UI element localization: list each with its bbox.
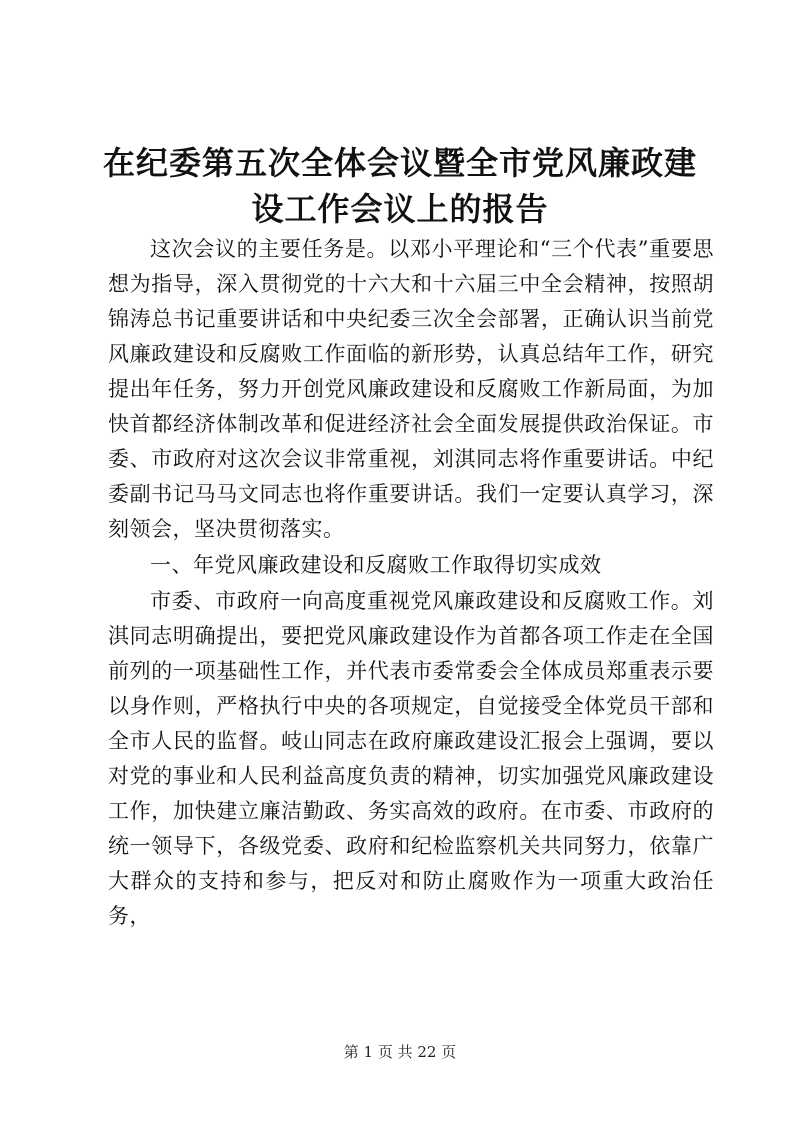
document-title: 在纪委第五次全体会议暨全市党风廉政建设工作会议上的报告 [102, 144, 697, 228]
section-heading: 一、年党风廉政建设和反腐败工作取得切实成效 [150, 553, 602, 577]
document-body [108, 232, 714, 935]
body-paragraph: 这次会议的主要任务是。以邓小平理论和“三个代表”重要思想为指导，深入贯彻党的十六大和十六届三中全会精神，按照胡锦涛总书记重要讲话和中央纪委三次全会部署，正确认识当前党风廉政建设和反腐败工作面临的新形势，认真总结年工作，研究提出年任务，努力开创党风廉政建设和反腐败工作新局面，为加快首都经济体制改革和促进经济社会全面发展提供政治保证。市委、市政府对这次会议非常重视，刘淇同志将作重要讲话。中纪委副书记马马文同志也将作重要讲话。我们一定要认真学习，深刻领会，坚决贯彻落实。 [108, 237, 714, 541]
page-footer: 第 1 页 共 22 页 [343, 1043, 457, 1061]
section-paragraph: 市委、市政府一向高度重视党风廉政建设和反腐败工作。刘淇同志明确提出，要把党风廉政建设作为首都各项工作走在全国前列的一项基础性工作，并代表市委常委会全体成员郑重表示要以身作则，严格执行中央的各项规定，自觉接受全体党员干部和全市人民的监督。岐山同志在政府廉政建设汇报会上强调，要以对党的事业和人民利益高度负责的精神，切实加强党风廉政建设工作，加快建立廉洁勤政、务实高效的政府。在市委、市政府的统一领导下，各级党委、政府和纪检监察机关共同努力，依靠广大群众的支持和参与，把反对和防止腐败作为一项重大政治任务， [108, 589, 714, 928]
